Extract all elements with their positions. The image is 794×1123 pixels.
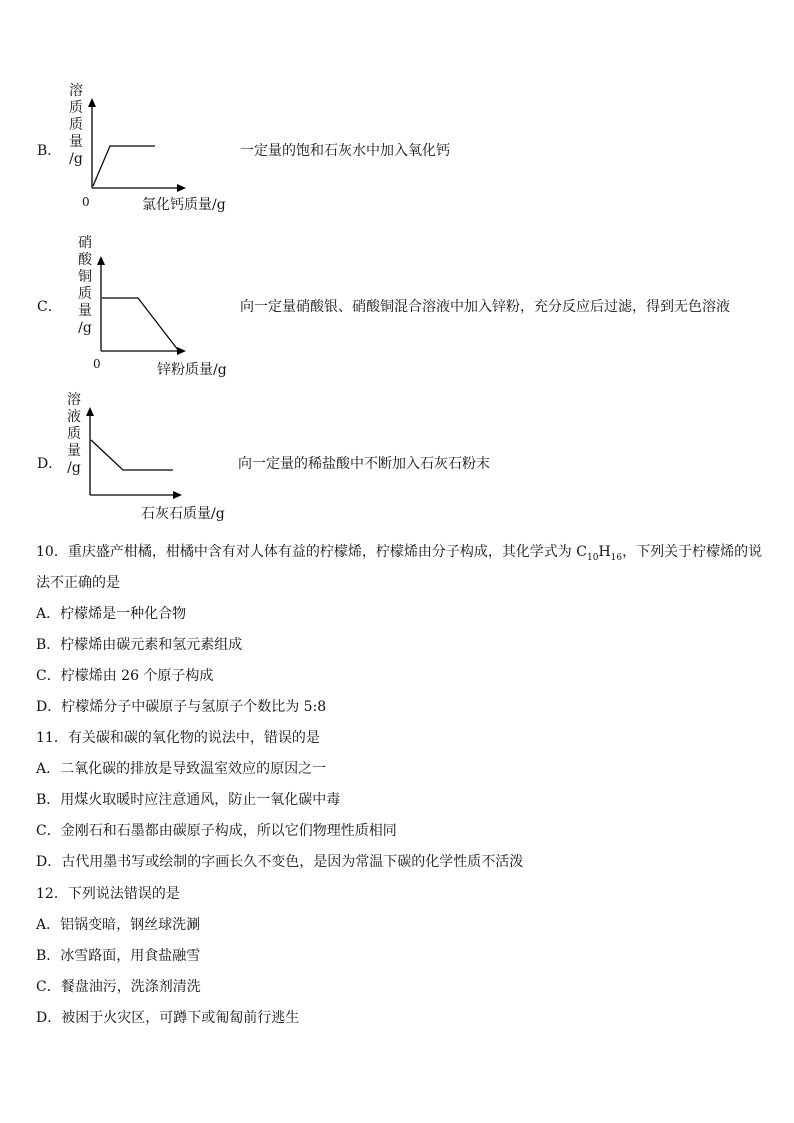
option-c[interactable]: C．柠檬烯由 26 个原子构成 (36, 668, 214, 684)
origin-label: 0 (82, 195, 90, 209)
option-d[interactable]: D．柠檬烯分子中碳原子与氢原子个数比为 5:8 (36, 699, 327, 715)
option-b[interactable]: B．柠檬烯由碳元素和氢元素组成 (36, 637, 243, 653)
option-description: 向一定量的稀盐酸中不断加入石灰石粉末 (238, 456, 490, 472)
y-axis-label: 溶 质 质 量 /g (69, 83, 83, 167)
option-d[interactable]: D．古代用墨书写或绘制的字画长久不变色，是因为常温下碳的化学性质不活泼 (36, 854, 524, 870)
y-axis-label: 溶 液 质 量 /g (67, 392, 81, 476)
question-stem: 10．重庆盛产柑橘，柑橘中含有对人体有益的柠檬烯，柠檬烯由分子构成，其化学式为 $C_{10}H_{16}$，下列关于柠檬烯的说 (36, 544, 763, 563)
option-a[interactable]: A．二氧化碳的排放是导致温室效应的原因之一 (36, 761, 327, 777)
question-stem: 12．下列说法错误的是 (36, 886, 180, 902)
option-b[interactable]: B．冰雪路面，用食盐融雪 (36, 948, 201, 964)
question-stem: 11．有关碳和碳的氧化物的说法中，错误的是 (36, 730, 320, 746)
option-letter: D． (37, 456, 63, 472)
option-d[interactable]: D．被困于火灾区，可蹲下或匍匐前行逃生 (36, 1010, 300, 1026)
option-description: 向一定量硝酸银、硝酸铜混合溶液中加入锌粉，充分反应后过滤，得到无色溶液 (240, 299, 730, 315)
graph-d-line (91, 440, 173, 470)
x-axis-label: 氯化钙质量/g (142, 197, 226, 213)
option-a[interactable]: A．柠檬烯是一种化合物 (36, 606, 187, 622)
x-axis-label: 石灰石质量/g (141, 506, 225, 522)
option-letter: C． (37, 299, 62, 315)
option-b[interactable]: B．用煤火取暖时应注意通风，防止一氧化碳中毒 (36, 792, 341, 808)
option-description: 一定量的饱和石灰水中加入氧化钙 (240, 143, 450, 159)
option-c[interactable]: C．金刚石和石墨都由碳原子构成，所以它们物理性质相同 (36, 823, 397, 839)
option-letter: B． (37, 143, 62, 159)
origin-label: 0 (93, 357, 101, 371)
y-axis-label: 硝 酸 铜 质 量 /g (78, 235, 92, 336)
option-a[interactable]: A．铝锅变暗，钢丝球洗涮 (36, 917, 201, 933)
option-c[interactable]: C．餐盘油污，洗涤剂清洗 (36, 979, 201, 995)
question-stem-line2: 法不正确的是 (36, 575, 120, 591)
x-axis-label: 锌粉质量/g (157, 362, 227, 378)
